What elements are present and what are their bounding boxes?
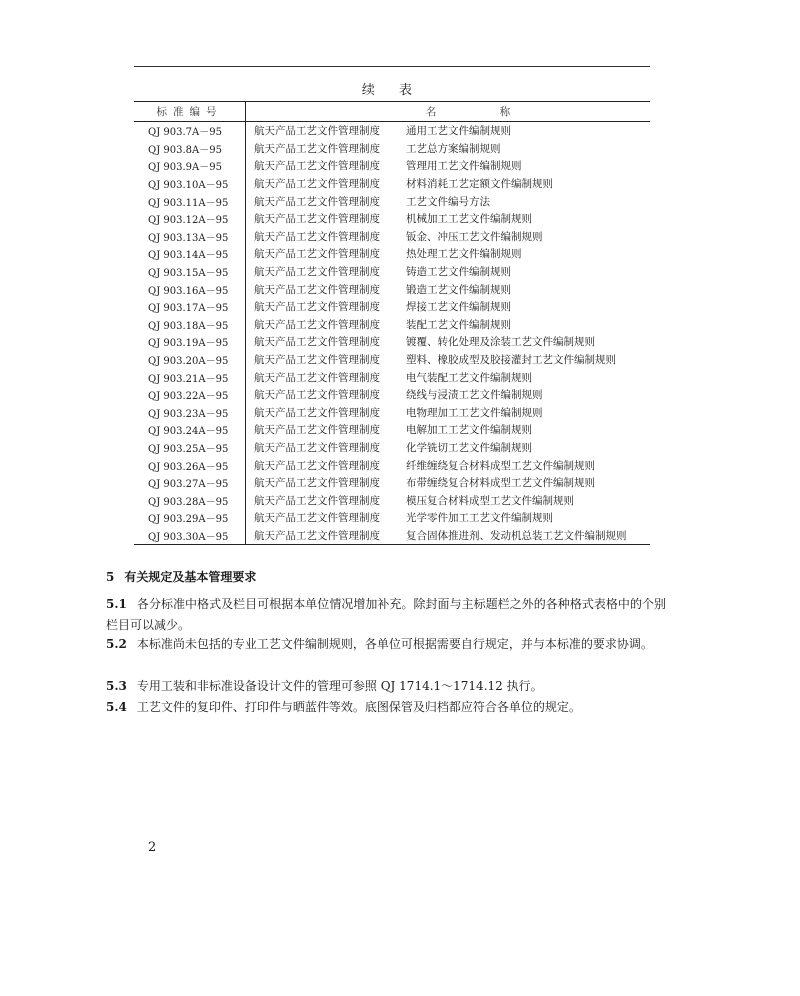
paragraph-text: 本标准尚未包括的专业工艺文件编制规则，各单位可根据需要自行规定，并与本标准的要求协调。 (136, 637, 653, 651)
table-row (134, 351, 650, 369)
table-row (134, 527, 650, 545)
standard-name (246, 210, 651, 228)
standard-code: QJ 903.14A－95 (134, 245, 246, 263)
standard-system: 航天产品工艺文件管理制度 (254, 494, 380, 507)
standard-title: 镀覆、转化处理及涂装工艺文件编制规则 (406, 336, 595, 349)
standard-system: 航天产品工艺文件管理制度 (254, 354, 380, 367)
standard-code: QJ 903.22A－95 (134, 386, 246, 404)
standard-code: QJ 903.23A－95 (134, 404, 246, 422)
table-row (134, 298, 650, 316)
table-row (134, 228, 650, 246)
table-row (134, 316, 650, 334)
standard-code: QJ 903.7A－95 (134, 122, 246, 140)
top-rule (134, 66, 650, 67)
standard-title: 热处理工艺文件编制规则 (406, 248, 522, 261)
standard-title: 焊接工艺文件编制规则 (406, 301, 511, 314)
standard-title: 化学铣切工艺文件编制规则 (406, 441, 532, 454)
standard-title: 电气装配工艺文件编制规则 (406, 371, 532, 384)
paragraph-text: 工艺文件的复印件、打印件与晒蓝件等效。底图保管及归档都应符合各单位的规定。 (136, 700, 581, 714)
paragraph-number: 5.1 (106, 597, 127, 611)
standard-title: 装配工艺文件编制规则 (406, 318, 511, 331)
standard-name (246, 140, 651, 158)
standard-code: QJ 903.19A－95 (134, 333, 246, 351)
standard-title: 电物理加工工艺文件编制规则 (406, 406, 543, 419)
header-code: 标准编号 (134, 102, 246, 122)
header-name: 名 称 (246, 102, 651, 122)
paragraph-number: 5.3 (106, 679, 127, 693)
standard-title: 光学零件加工工艺文件编制规则 (406, 512, 553, 525)
table-row (134, 439, 650, 457)
standard-system: 航天产品工艺文件管理制度 (254, 318, 380, 331)
table-row (134, 386, 650, 404)
standard-system: 航天产品工艺文件管理制度 (254, 213, 380, 226)
standard-system: 航天产品工艺文件管理制度 (254, 336, 380, 349)
standard-system: 航天产品工艺文件管理制度 (254, 195, 380, 208)
table-row (134, 280, 650, 298)
standard-title: 钣金、冲压工艺文件编制规则 (406, 230, 543, 243)
standard-name (246, 333, 651, 351)
standard-name (246, 368, 651, 386)
paragraph-text: 专用工装和非标准设备设计文件的管理可参照 QJ 1714.1～1714.12 执行。 (136, 679, 543, 693)
standard-title: 电解加工工艺文件编制规则 (406, 424, 532, 437)
standard-system: 航天产品工艺文件管理制度 (254, 512, 380, 525)
standard-system: 航天产品工艺文件管理制度 (254, 230, 380, 243)
table-row (134, 333, 650, 351)
standard-code: QJ 903.21A－95 (134, 368, 246, 386)
table-row (134, 140, 650, 158)
standard-code: QJ 903.24A－95 (134, 421, 246, 439)
standard-name (246, 122, 651, 140)
standard-name (246, 527, 651, 545)
paragraph-number: 5.2 (106, 637, 127, 651)
standard-title: 铸造工艺文件编制规则 (406, 266, 511, 279)
paragraph-5-2 (106, 634, 666, 655)
paragraph-number: 5.4 (106, 700, 127, 714)
table-row (134, 491, 650, 509)
standard-name (246, 245, 651, 263)
standard-name (246, 439, 651, 457)
standard-code: QJ 903.27A－95 (134, 474, 246, 492)
section-5-heading (106, 568, 256, 585)
standard-code: QJ 903.30A－95 (134, 527, 246, 545)
standard-name (246, 404, 651, 422)
standard-name (246, 175, 651, 193)
standard-system: 航天产品工艺文件管理制度 (254, 160, 380, 173)
table-continued-title: 续 表 (361, 83, 423, 98)
standards-table (134, 101, 650, 545)
standard-name (246, 263, 651, 281)
standard-name (246, 298, 651, 316)
table-row (134, 421, 650, 439)
table-row (134, 245, 650, 263)
standard-code: QJ 903.20A－95 (134, 351, 246, 369)
standard-code: QJ 903.12A－95 (134, 210, 246, 228)
standard-system: 航天产品工艺文件管理制度 (254, 459, 380, 472)
standard-title: 工艺文件编号方法 (406, 195, 490, 208)
standard-system: 航天产品工艺文件管理制度 (254, 301, 380, 314)
standard-system: 航天产品工艺文件管理制度 (254, 125, 380, 138)
standard-system: 航天产品工艺文件管理制度 (254, 389, 380, 402)
table-row (134, 157, 650, 175)
standard-title: 纤维缠绕复合材料成型工艺文件编制规则 (406, 459, 595, 472)
standard-code: QJ 903.26A－95 (134, 456, 246, 474)
standard-system: 航天产品工艺文件管理制度 (254, 477, 380, 490)
standard-system: 航天产品工艺文件管理制度 (254, 266, 380, 279)
paragraph-5-3 (106, 676, 666, 697)
standard-system: 航天产品工艺文件管理制度 (254, 424, 380, 437)
standard-name (246, 456, 651, 474)
standard-code: QJ 903.15A－95 (134, 263, 246, 281)
standard-title: 通用工艺文件编制规则 (406, 125, 511, 138)
table-row (134, 456, 650, 474)
paragraph-text: 各分标准中格式及栏目可根据本单位情况增加补充。除封面与主标题栏之外的各种格式表格中的个别栏目可以减少。 (106, 597, 666, 632)
standard-name (246, 157, 651, 175)
standard-title: 绕线与浸渍工艺文件编制规则 (406, 389, 543, 402)
standard-system: 航天产品工艺文件管理制度 (254, 142, 380, 155)
standard-code: QJ 903.18A－95 (134, 316, 246, 334)
table-row (134, 210, 650, 228)
standard-title: 复合固体推进剂、发动机总装工艺文件编制规则 (406, 529, 627, 542)
standard-name (246, 280, 651, 298)
table-row (134, 474, 650, 492)
standard-name (246, 386, 651, 404)
standard-name (246, 509, 651, 527)
standard-code: QJ 903.8A－95 (134, 140, 246, 158)
standard-title: 塑料、橡胶成型及胶接灌封工艺文件编制规则 (406, 354, 616, 367)
standard-title: 模压复合材料成型工艺文件编制规则 (406, 494, 574, 507)
standard-name (246, 491, 651, 509)
table-row (134, 404, 650, 422)
section-number: 5 (106, 570, 115, 584)
standard-name (246, 421, 651, 439)
standard-name (246, 474, 651, 492)
table-row (134, 368, 650, 386)
paragraph-5-4 (106, 697, 666, 718)
standard-code: QJ 903.17A－95 (134, 298, 246, 316)
standard-system: 航天产品工艺文件管理制度 (254, 441, 380, 454)
standard-name (246, 351, 651, 369)
standard-name (246, 228, 651, 246)
standard-system: 航天产品工艺文件管理制度 (254, 529, 380, 542)
table-row (134, 175, 650, 193)
standard-code: QJ 903.10A－95 (134, 175, 246, 193)
standard-system: 航天产品工艺文件管理制度 (254, 406, 380, 419)
standard-title: 材料消耗工艺定额文件编制规则 (406, 178, 553, 191)
standard-code: QJ 903.29A－95 (134, 509, 246, 527)
standard-title: 机械加工工艺文件编制规则 (406, 213, 532, 226)
standard-title: 工艺总方案编制规则 (406, 142, 501, 155)
standard-name (246, 316, 651, 334)
standard-title: 锻造工艺文件编制规则 (406, 283, 511, 296)
standard-code: QJ 903.13A－95 (134, 228, 246, 246)
standard-code: QJ 903.16A－95 (134, 280, 246, 298)
page-number: 2 (148, 840, 157, 855)
standard-code: QJ 903.28A－95 (134, 491, 246, 509)
table-row (134, 192, 650, 210)
table-row (134, 509, 650, 527)
standard-system: 航天产品工艺文件管理制度 (254, 248, 380, 261)
standard-code: QJ 903.11A－95 (134, 192, 246, 210)
section-title: 有关规定及基本管理要求 (124, 570, 257, 584)
standard-code: QJ 903.25A－95 (134, 439, 246, 457)
standard-title: 管理用工艺文件编制规则 (406, 160, 522, 173)
table-row (134, 122, 650, 140)
standard-title: 布带缠绕复合材料成型工艺文件编制规则 (406, 477, 595, 490)
standard-system: 航天产品工艺文件管理制度 (254, 371, 380, 384)
standard-code: QJ 903.9A－95 (134, 157, 246, 175)
table-row (134, 263, 650, 281)
standard-system: 航天产品工艺文件管理制度 (254, 178, 380, 191)
paragraph-5-1 (106, 594, 666, 636)
standard-system: 航天产品工艺文件管理制度 (254, 283, 380, 296)
table-header-row (134, 102, 650, 122)
standard-name (246, 192, 651, 210)
